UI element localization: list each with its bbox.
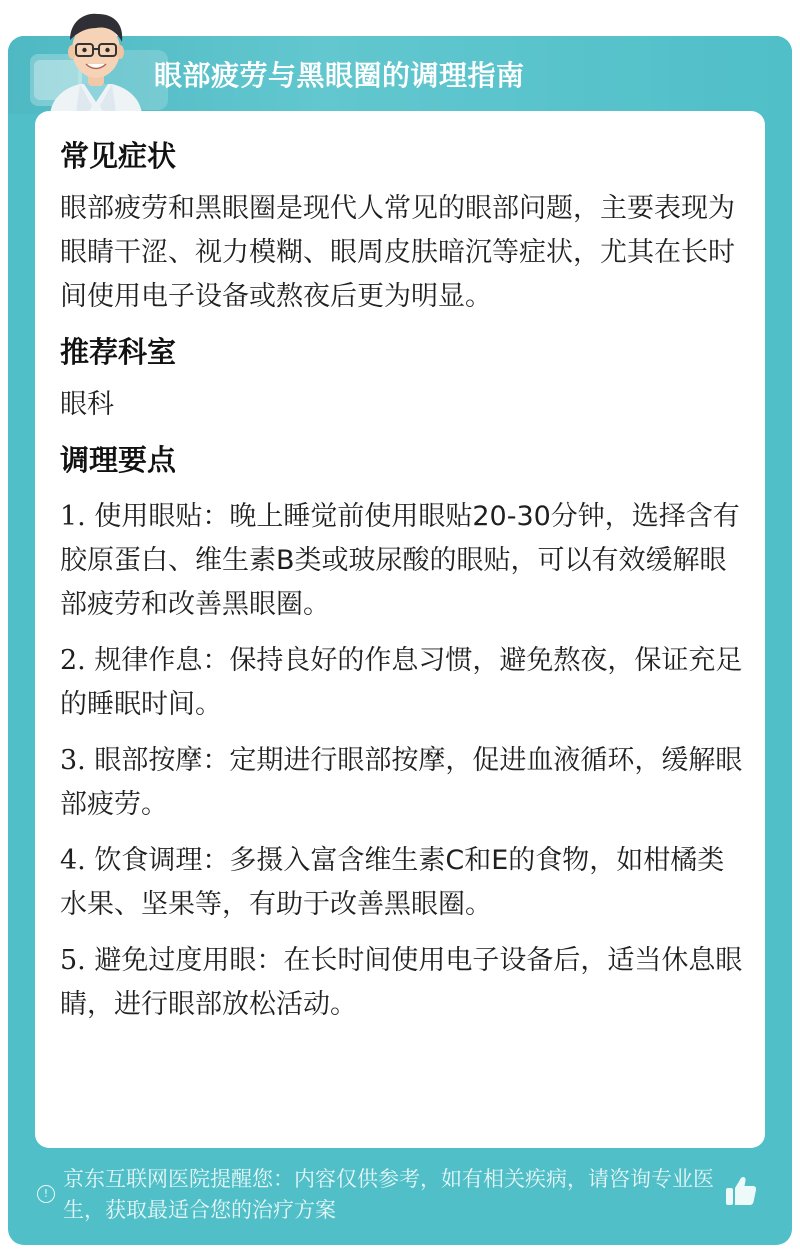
item-text: 饮食调理：多摄入富含维生素C和E的食物，如柑橘类水果、坚果等，有助于改善黑眼圈。 [60,845,725,920]
page-title: 眼部疲劳与黑眼圈的调理指南 [154,59,525,92]
item-number: 5. [60,945,86,976]
item-text: 使用眼贴：晚上睡觉前使用眼贴20-30分钟，选择含有胶原蛋白、维生素B类或玻尿酸的眼贴，可以有效缓解眼部疲劳和改善黑眼圈。 [60,501,740,620]
content-card [35,111,765,1148]
item-number: 4. [60,845,86,876]
section-heading: 推荐科室 [60,335,177,369]
thumbs-up-icon[interactable] [724,1174,758,1208]
item-text: 规律作息：保持良好的作息习惯，避免熬夜，保证充足的睡眠时间。 [60,645,743,720]
info-icon: ! [37,1185,55,1203]
list-item [60,495,750,627]
list-item [60,839,750,927]
section-body: 眼部疲劳和黑眼圈是现代人常见的眼部问题，主要表现为眼睛干涩、视力模糊、眼周皮肤暗沉等症状，尤其在长时间使用电子设备或熬夜后更为明显。 [60,193,735,312]
item-number: 2. [60,645,86,676]
section-department [60,329,750,427]
section-symptoms [60,133,750,319]
list-item [60,639,750,727]
footer-disclaimer [8,1164,792,1245]
section-heading: 常见症状 [60,139,177,173]
section-heading: 调理要点 [60,443,177,477]
item-text: 眼部按摩：定期进行眼部按摩，促进血液循环，缓解眼部疲劳。 [60,745,743,820]
list-item [60,739,750,827]
item-number: 1. [60,501,86,532]
item-number: 3. [60,745,86,776]
disclaimer-text: 京东互联网医院提醒您：内容仅供参考，如有相关疾病，请咨询专业医生，获取最适合您的治疗方案 [63,1167,714,1222]
doctor-avatar [36,6,156,114]
item-text: 避免过度用眼：在长时间使用电子设备后，适当休息眼睛，进行眼部放松活动。 [60,945,743,1020]
section-care-tips [60,437,750,1027]
section-body: 眼科 [60,389,114,420]
list-item [60,939,750,1027]
